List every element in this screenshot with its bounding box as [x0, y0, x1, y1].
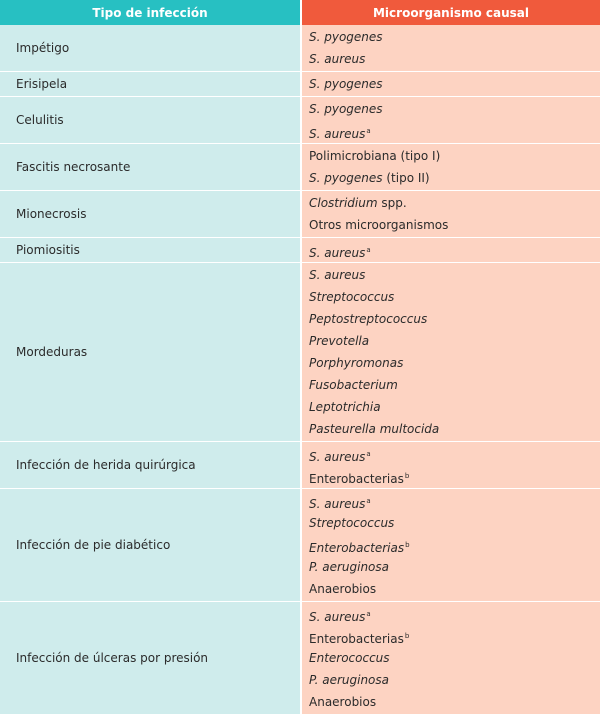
organism-item: [309, 239, 600, 261]
organism-name: Fusobacterium: [309, 378, 398, 392]
infection-type-cell: Erisipela: [0, 72, 301, 97]
infection-type-cell: Infección de pie diabético: [0, 489, 301, 602]
header-infection-type: Tipo de infección: [0, 0, 301, 25]
causal-organism-cell: [301, 25, 600, 72]
organism-item: [309, 396, 600, 418]
organism-name: Streptococcus: [309, 290, 395, 304]
infection-type-cell: Infección de herida quirúrgica: [0, 442, 301, 489]
organism-name: Peptostreptococcus: [309, 312, 428, 326]
organism-item: [309, 352, 600, 374]
table-row: [0, 442, 600, 489]
footnote-marker: b: [404, 632, 410, 640]
organism-name: Prevotella: [309, 334, 370, 348]
organism-name: P. aeruginosa: [309, 560, 389, 574]
organism-item: [309, 465, 600, 487]
organism-item: [309, 512, 600, 534]
organism-name: Enterobacterias: [309, 632, 404, 646]
organism-name: S. pyogenes: [309, 30, 383, 44]
organism-item: [309, 98, 600, 120]
table-row: [0, 25, 600, 72]
organism-name: Porphyromonas: [309, 356, 404, 370]
causal-organism-cell: [301, 442, 600, 489]
organism-item: [309, 167, 600, 189]
footnote-marker: a: [366, 610, 371, 618]
organism-name: Pasteurella multocida: [309, 422, 440, 436]
table-row: [0, 489, 600, 602]
footnote-marker: a: [366, 246, 371, 254]
organism-item: [309, 308, 600, 330]
organism-name: S. aureus: [309, 610, 366, 624]
causal-organism-cell: [301, 72, 600, 97]
organism-item: [309, 647, 600, 669]
organism-item: [309, 490, 600, 512]
organism-item: [309, 374, 600, 396]
causal-organism-cell: [301, 144, 600, 191]
organism-item: [309, 625, 600, 647]
infection-type-cell: Impétigo: [0, 25, 301, 72]
organism-name: S. aureus: [309, 497, 366, 511]
organism-item: [309, 48, 600, 70]
organism-name: Enterococcus: [309, 651, 390, 665]
infection-type-cell: Piomiositis: [0, 238, 301, 263]
organism-name: P. aeruginosa: [309, 673, 389, 687]
footnote-marker: a: [366, 127, 371, 135]
table-row: [0, 72, 600, 97]
organism-name: Anaerobios: [309, 695, 377, 709]
footnote-marker: b: [404, 472, 410, 480]
organism-name: Enterobacterias: [309, 541, 405, 555]
causal-organism-cell: [301, 263, 600, 442]
organism-name: Streptococcus: [309, 516, 395, 530]
footnote-marker: a: [366, 497, 371, 505]
organism-item: [309, 330, 600, 352]
organism-item: [309, 603, 600, 625]
table-row: [0, 191, 600, 238]
organism-item: [309, 73, 600, 95]
organism-item: [309, 443, 600, 465]
organism-name: Anaerobios: [309, 582, 377, 596]
organism-item: [309, 120, 600, 142]
organism-name: S. pyogenes: [309, 77, 383, 91]
organism-name: S. aureus: [309, 127, 366, 141]
organism-item: [309, 418, 600, 440]
organism-name: S. aureus: [309, 52, 366, 66]
organism-name: S. aureus: [309, 450, 366, 464]
causal-organism-cell: [301, 97, 600, 144]
table-body: [0, 25, 600, 715]
causal-organism-cell: [301, 238, 600, 263]
organism-item: [309, 145, 600, 167]
organism-name: Leptotrichia: [309, 400, 381, 414]
organism-name: Enterobacterias: [309, 472, 404, 486]
organism-item: [309, 669, 600, 691]
organism-item: [309, 556, 600, 578]
header-causal-organism: Microorganismo causal: [301, 0, 600, 25]
organism-item: [309, 691, 600, 713]
table-row: [0, 238, 600, 263]
footnote-marker: b: [405, 541, 410, 549]
infection-type-cell: Celulitis: [0, 97, 301, 144]
organism-name: S. pyogenes: [309, 102, 383, 116]
organism-item: [309, 264, 600, 286]
table-row: [0, 97, 600, 144]
organism-item: [309, 192, 600, 214]
organism-item: [309, 578, 600, 600]
organism-qualifier: (tipo II): [382, 171, 430, 185]
infection-type-cell: Mionecrosis: [0, 191, 301, 238]
causal-organism-cell: [301, 602, 600, 715]
organism-item: [309, 26, 600, 48]
causal-organism-cell: [301, 489, 600, 602]
infection-type-cell: Mordeduras: [0, 263, 301, 442]
causal-organism-cell: [301, 191, 600, 238]
table-header-row: [0, 0, 600, 25]
organism-item: [309, 214, 600, 236]
organism-name: Otros microorganismos: [309, 218, 449, 232]
organism-item: [309, 286, 600, 308]
organism-name: Clostridium: [309, 196, 378, 210]
organism-name: S. aureus: [309, 268, 366, 282]
footnote-marker: a: [366, 450, 371, 458]
table-row: [0, 144, 600, 191]
infection-type-cell: Fascitis necrosante: [0, 144, 301, 191]
infection-type-cell: Infección de úlceras por presión: [0, 602, 301, 715]
organism-name: S. aureus: [309, 246, 366, 260]
table-row: [0, 602, 600, 715]
organism-item: [309, 534, 600, 556]
organism-qualifier: spp.: [377, 196, 407, 210]
table-row: [0, 263, 600, 442]
organism-name: S. pyogenes: [309, 171, 383, 185]
organism-name: Polimicrobiana (tipo I): [309, 149, 441, 163]
